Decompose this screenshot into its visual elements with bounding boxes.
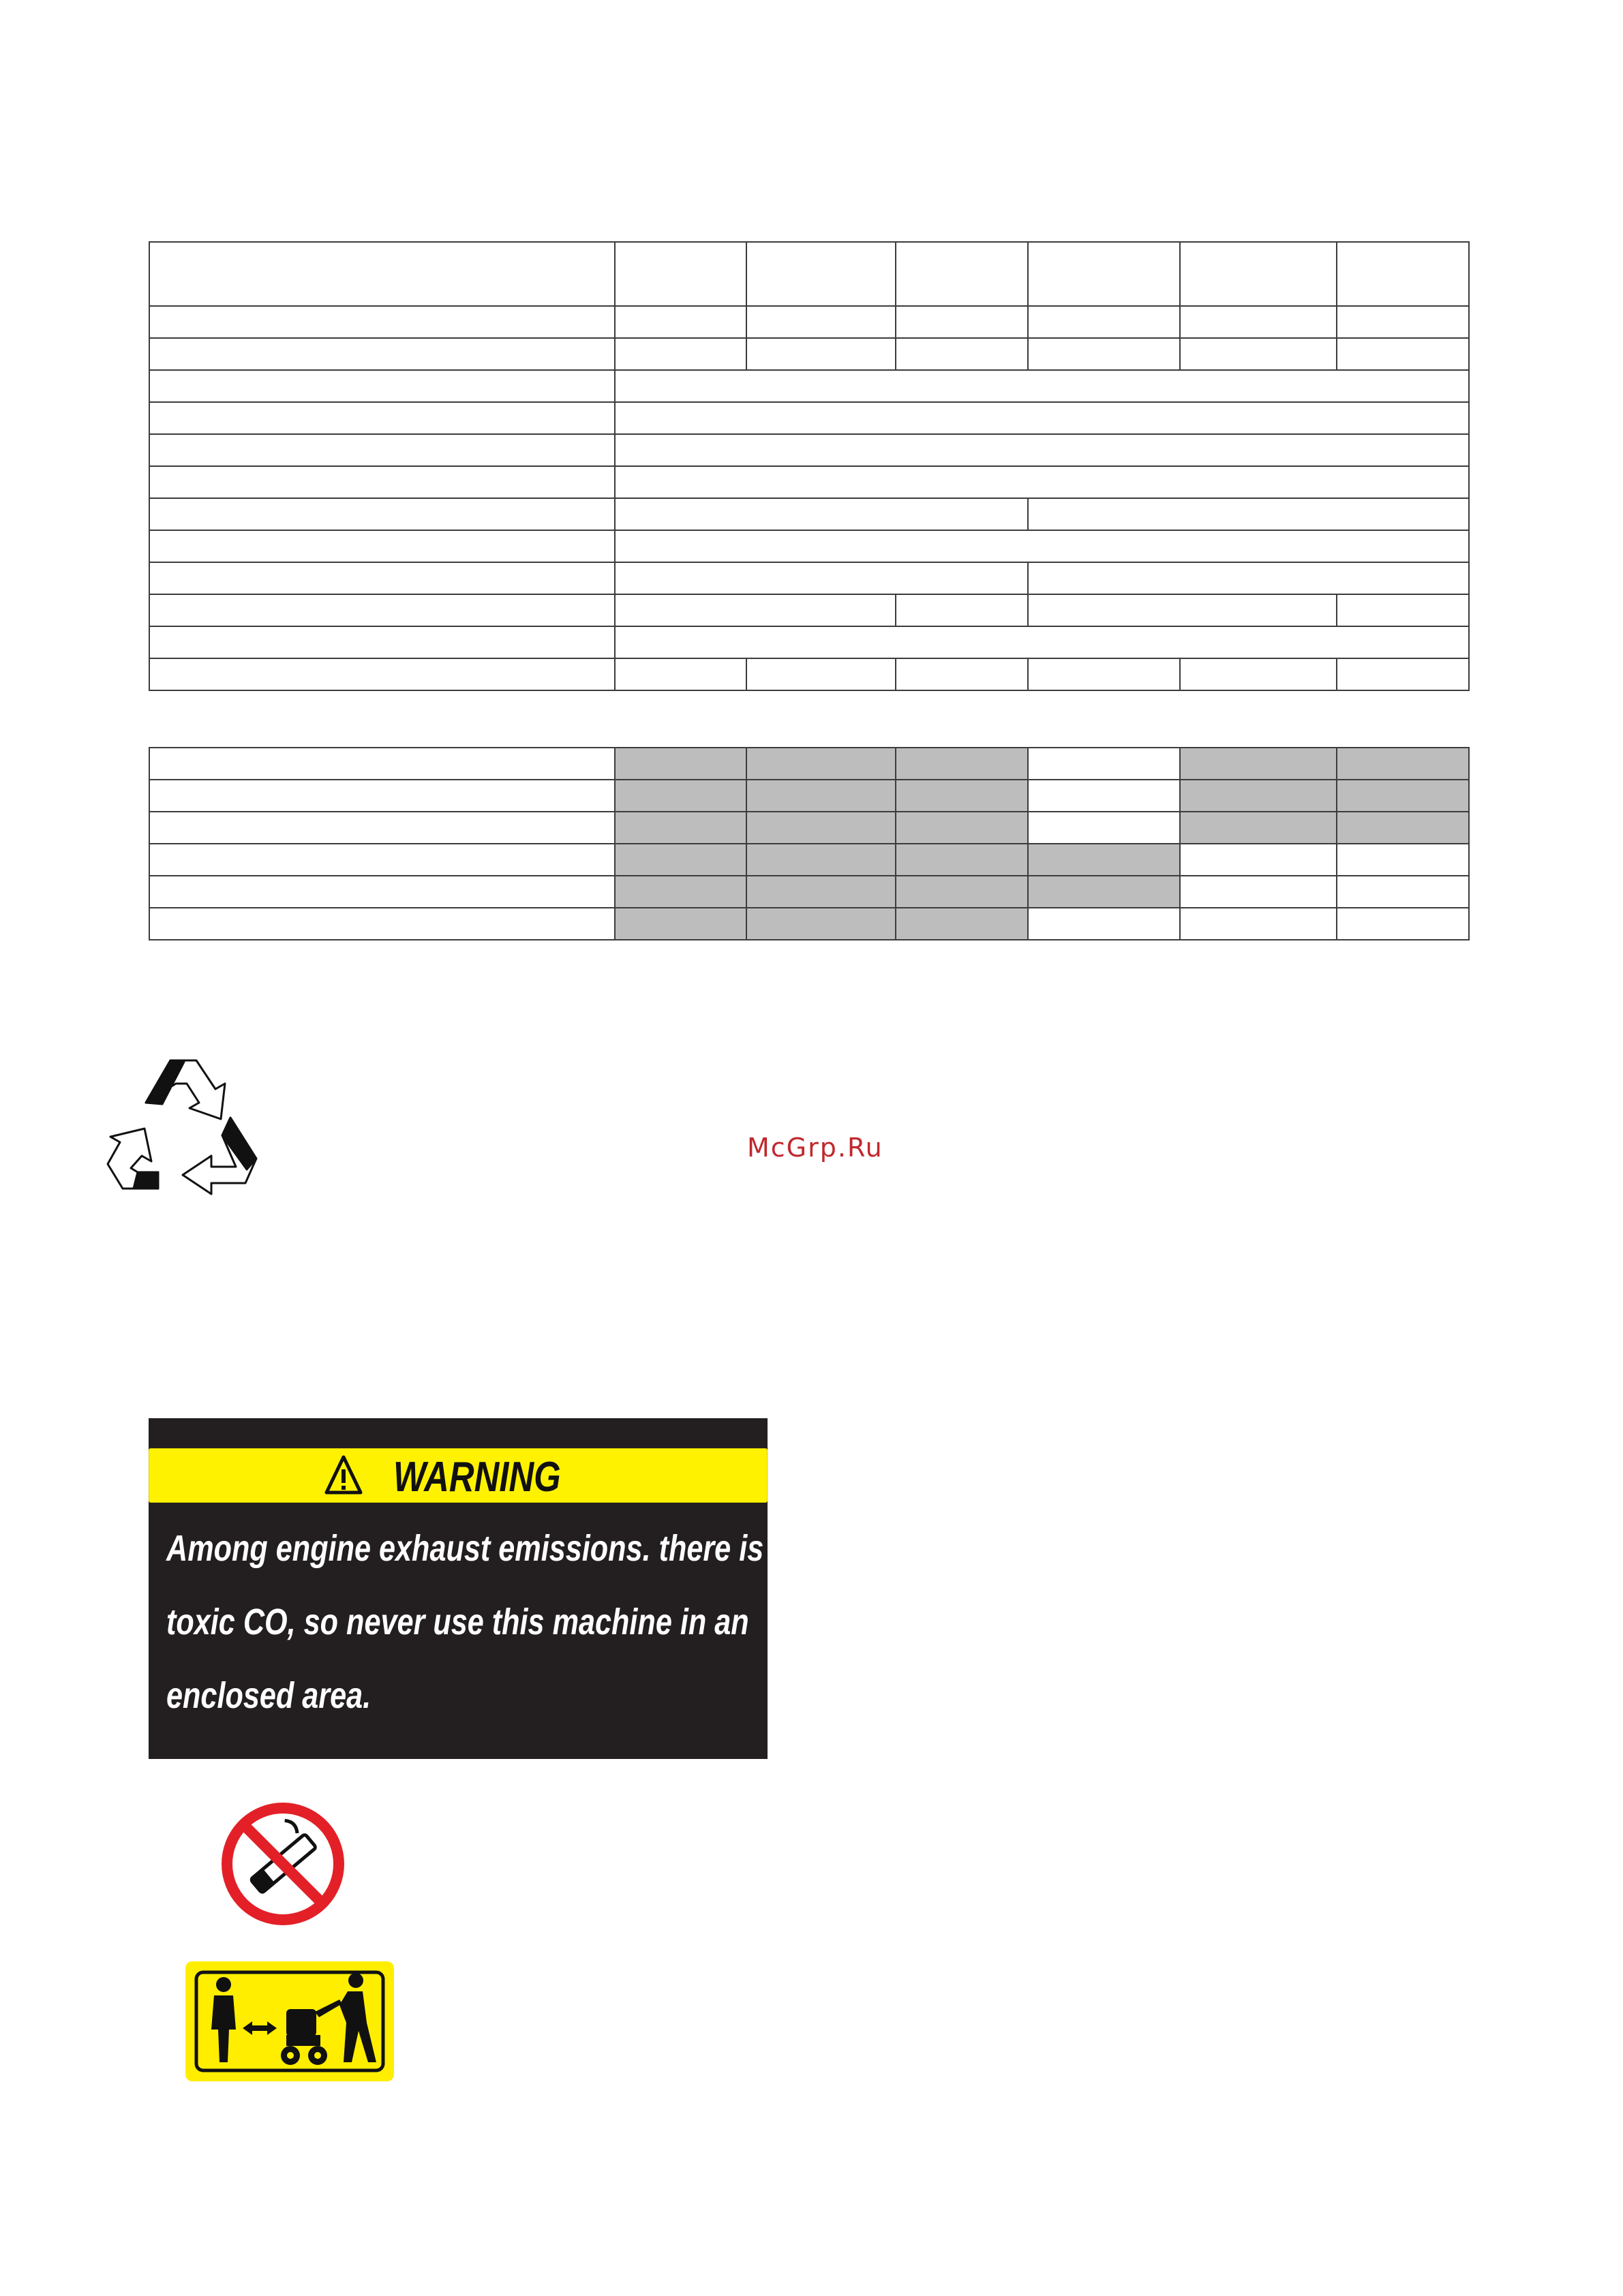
table-row xyxy=(149,498,1469,530)
table-cell xyxy=(149,780,615,812)
warning-line: toxic CO, so never use this machine in an xyxy=(166,1602,749,1642)
shaded-cell xyxy=(1180,780,1336,812)
table-cell xyxy=(1180,242,1336,306)
shaded-cell xyxy=(746,748,895,780)
warning-triangle-icon xyxy=(324,1454,363,1495)
table-cell xyxy=(1180,908,1336,940)
shaded-cell xyxy=(1180,748,1336,780)
table-cell xyxy=(149,748,615,780)
shaded-cell xyxy=(746,812,895,844)
table-cell xyxy=(746,242,895,306)
table-row xyxy=(149,370,1469,402)
shaded-cell xyxy=(896,812,1028,844)
shaded-cell xyxy=(896,748,1028,780)
table-row xyxy=(149,844,1469,876)
table-row xyxy=(149,562,1469,594)
table-row xyxy=(149,908,1469,940)
table-cell xyxy=(149,876,615,908)
table-row xyxy=(149,530,1469,562)
shaded-cell xyxy=(746,908,895,940)
shaded-cell xyxy=(1337,812,1469,844)
table-row xyxy=(149,748,1469,780)
warning-line: enclosed area. xyxy=(166,1675,371,1716)
table-cell xyxy=(1337,844,1469,876)
shaded-cell xyxy=(896,876,1028,908)
table-cell xyxy=(896,242,1028,306)
shaded-cell xyxy=(1028,844,1180,876)
table-row xyxy=(149,338,1469,370)
table-row xyxy=(149,780,1469,812)
specification-table xyxy=(149,241,1470,691)
shaded-cell xyxy=(615,876,746,908)
shaded-cell xyxy=(615,812,746,844)
shaded-cell xyxy=(746,844,895,876)
table-cell xyxy=(149,844,615,876)
table-cell xyxy=(149,812,615,844)
checklist-table xyxy=(149,747,1470,940)
table-row xyxy=(149,306,1469,338)
table-cell xyxy=(1180,844,1336,876)
table-cell xyxy=(1028,242,1180,306)
warning-label xyxy=(149,1418,768,1759)
table-row xyxy=(149,812,1469,844)
shaded-cell xyxy=(615,748,746,780)
table-cell xyxy=(1337,242,1469,306)
shaded-cell xyxy=(896,908,1028,940)
shaded-cell xyxy=(896,844,1028,876)
shaded-cell xyxy=(1180,812,1336,844)
table-cell xyxy=(1028,812,1180,844)
table-cell xyxy=(1028,908,1180,940)
shaded-cell xyxy=(1028,876,1180,908)
no-smoking-icon xyxy=(219,1801,346,1927)
warning-title: WARNING xyxy=(393,1454,561,1501)
table-cell xyxy=(1337,908,1469,940)
warning-message xyxy=(166,1525,848,1745)
shaded-cell xyxy=(746,780,895,812)
table-cell xyxy=(615,242,746,306)
shaded-cell xyxy=(1337,748,1469,780)
table-row xyxy=(149,876,1469,908)
table-cell xyxy=(1180,876,1336,908)
table-cell xyxy=(1028,748,1180,780)
shaded-cell xyxy=(1337,780,1469,812)
shaded-cell xyxy=(615,844,746,876)
table-row xyxy=(149,402,1469,434)
table-row xyxy=(149,466,1469,498)
table-cell xyxy=(149,242,615,306)
table-row xyxy=(149,434,1469,466)
table-cell xyxy=(1337,876,1469,908)
warning-header-bar xyxy=(149,1448,768,1503)
shaded-cell xyxy=(615,780,746,812)
shaded-cell xyxy=(615,908,746,940)
recycle-icon xyxy=(102,1055,263,1209)
warning-line: Among engine exhaust emissions. there is xyxy=(166,1528,764,1569)
table-cell xyxy=(149,908,615,940)
shaded-cell xyxy=(746,876,895,908)
table-cell xyxy=(1028,780,1180,812)
table-row xyxy=(149,594,1469,626)
table-row xyxy=(149,658,1469,690)
table-header-row xyxy=(149,242,1469,306)
table-row xyxy=(149,626,1469,658)
keep-distance-icon xyxy=(184,1960,395,2083)
shaded-cell xyxy=(896,780,1028,812)
watermark: McGrp.Ru xyxy=(747,1133,883,1163)
